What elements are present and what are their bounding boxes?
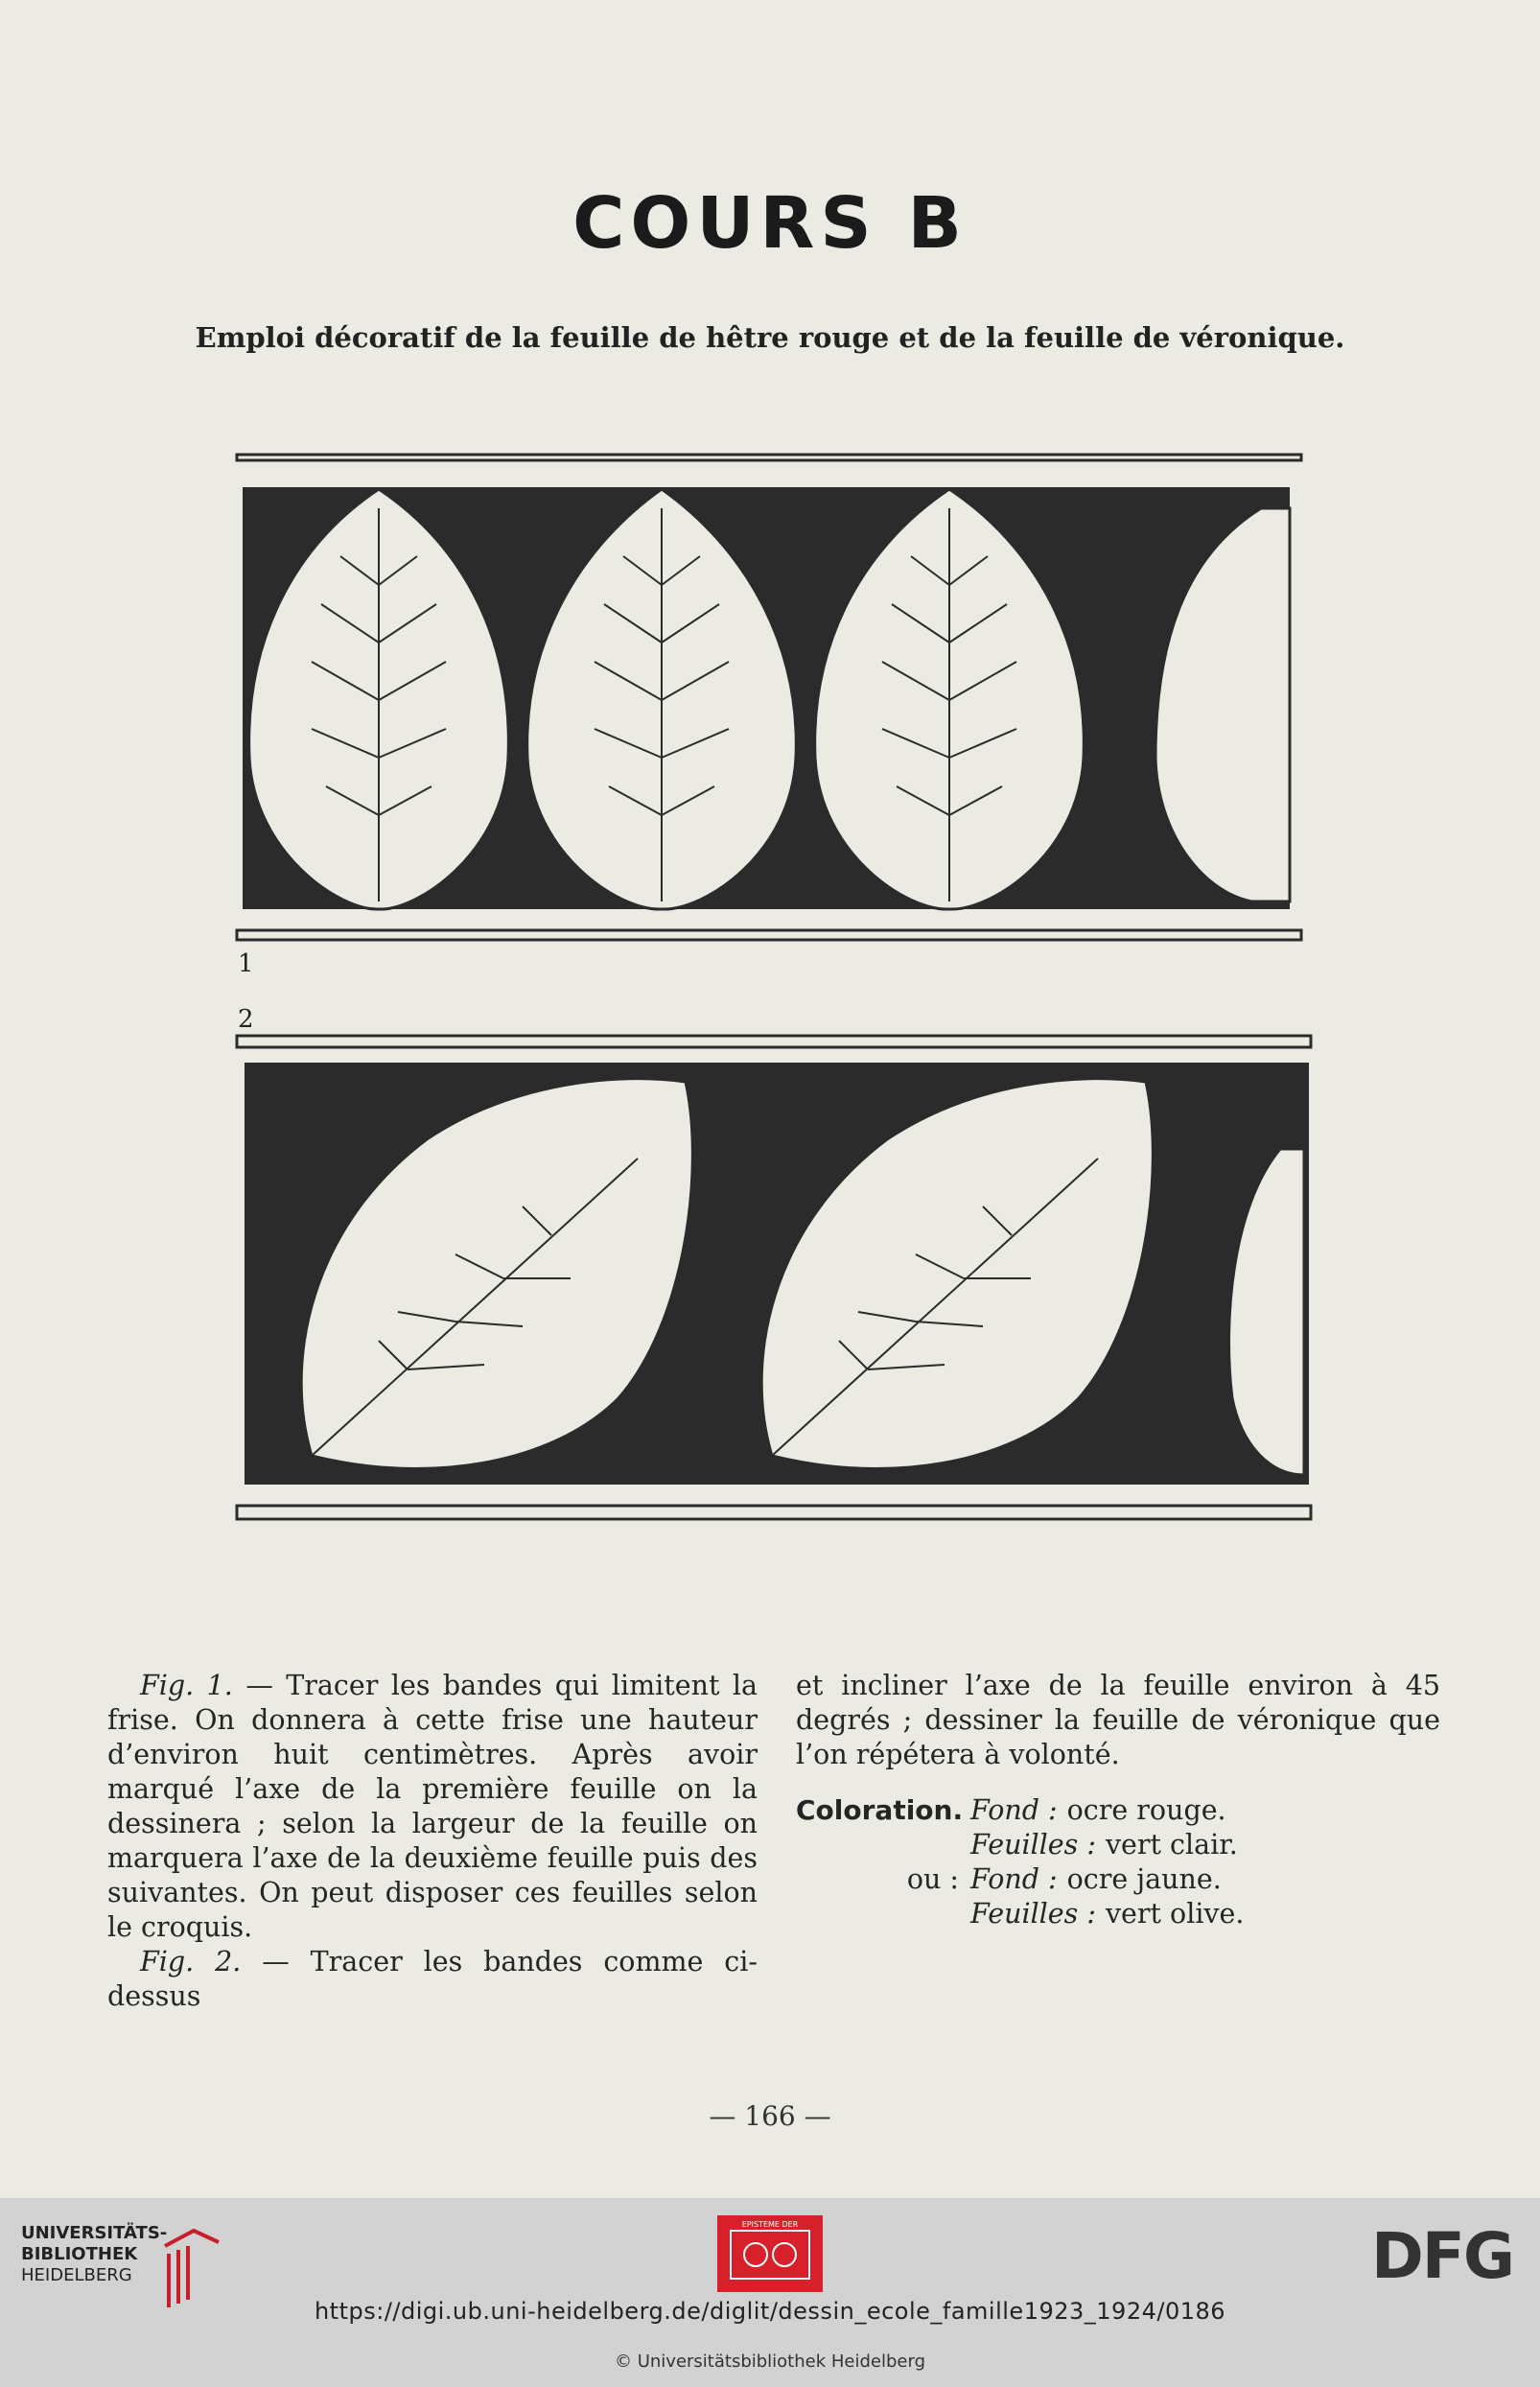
ub-line-2: BIBLIOTHEK xyxy=(21,2244,138,2264)
episteme-label: EPISTEME DER xyxy=(741,2220,799,2229)
coloration-row xyxy=(796,1828,1440,1862)
fond-value-2: ocre jaune. xyxy=(1066,1863,1222,1895)
instructions-right-column xyxy=(796,1669,1440,1931)
copyright-notice: © Universitätsbibliothek Heidelberg xyxy=(614,2352,925,2372)
feuilles-label: Feuilles : xyxy=(970,1898,1096,1930)
figure-1-marker: 1 xyxy=(238,949,254,978)
ub-line-1: UNIVERSITÄTS- xyxy=(21,2223,168,2243)
fig2-continuation: et incliner l’axe de la feuille environ à 45 degrés ; dessiner la feuille de véronique que l’on répétera à volonté. xyxy=(796,1670,1440,1770)
fig2-reference: Fig. 2. xyxy=(140,1946,242,1977)
fond-label: Fond : xyxy=(970,1863,1058,1895)
coloration-row xyxy=(796,1897,1440,1931)
coloration-row xyxy=(796,1793,1440,1828)
frieze-figure-2 xyxy=(235,1034,1318,1533)
page-title: COURS B xyxy=(572,182,968,265)
fond-label: Fond : xyxy=(970,1794,1058,1826)
ub-line-3: HEIDELBERG xyxy=(21,2265,132,2285)
dfg-logo[interactable]: DFG xyxy=(1371,2219,1514,2293)
figure-2-marker: 2 xyxy=(238,1005,254,1034)
fig2-paragraph xyxy=(107,1945,758,2014)
coloration-label: Coloration. xyxy=(796,1794,964,1826)
viewer-footer xyxy=(0,2198,1540,2387)
coloration-block xyxy=(796,1793,1440,1931)
page-subtitle: Emploi décoratif de la feuille de hêtre rouge et de la feuille de véronique. xyxy=(195,321,1345,354)
frieze-figure-1 xyxy=(235,451,1309,959)
fig1-reference: Fig. 1. xyxy=(140,1670,233,1701)
feuilles-value-1: vert clair. xyxy=(1105,1829,1238,1860)
page-number: — 166 — xyxy=(709,2100,831,2132)
fond-value-1: ocre rouge. xyxy=(1066,1794,1226,1826)
permalink-url[interactable]: https://digi.ub.uni-heidelberg.de/diglit/dessin_ecole_famille1923_1924/0186 xyxy=(314,2298,1226,2325)
coloration-row xyxy=(796,1862,1440,1897)
episteme-logo[interactable] xyxy=(717,2215,823,2292)
fig1-text: — Tracer les bandes qui limitent la frise. On donnera à cette frise une hauteur d’environ huit centimètres. Après avoir marqué l’axe de la première feuille on la dessinera ; selon la largeur de la feuille on marquera l’axe de la deuxième feuille puis des suivantes. On peut disposer ces feuilles selon le croquis. xyxy=(107,1670,758,1943)
instructions-left-column xyxy=(107,1669,758,2014)
feuilles-value-2: vert olive. xyxy=(1105,1898,1245,1930)
ou-label: ou : xyxy=(906,1863,959,1895)
fig1-paragraph xyxy=(107,1669,758,1945)
episteme-logo-icon xyxy=(717,2215,823,2292)
fig2-text: — Tracer les bandes comme ci-dessus xyxy=(107,1946,758,2012)
feuilles-label: Feuilles : xyxy=(970,1829,1096,1860)
